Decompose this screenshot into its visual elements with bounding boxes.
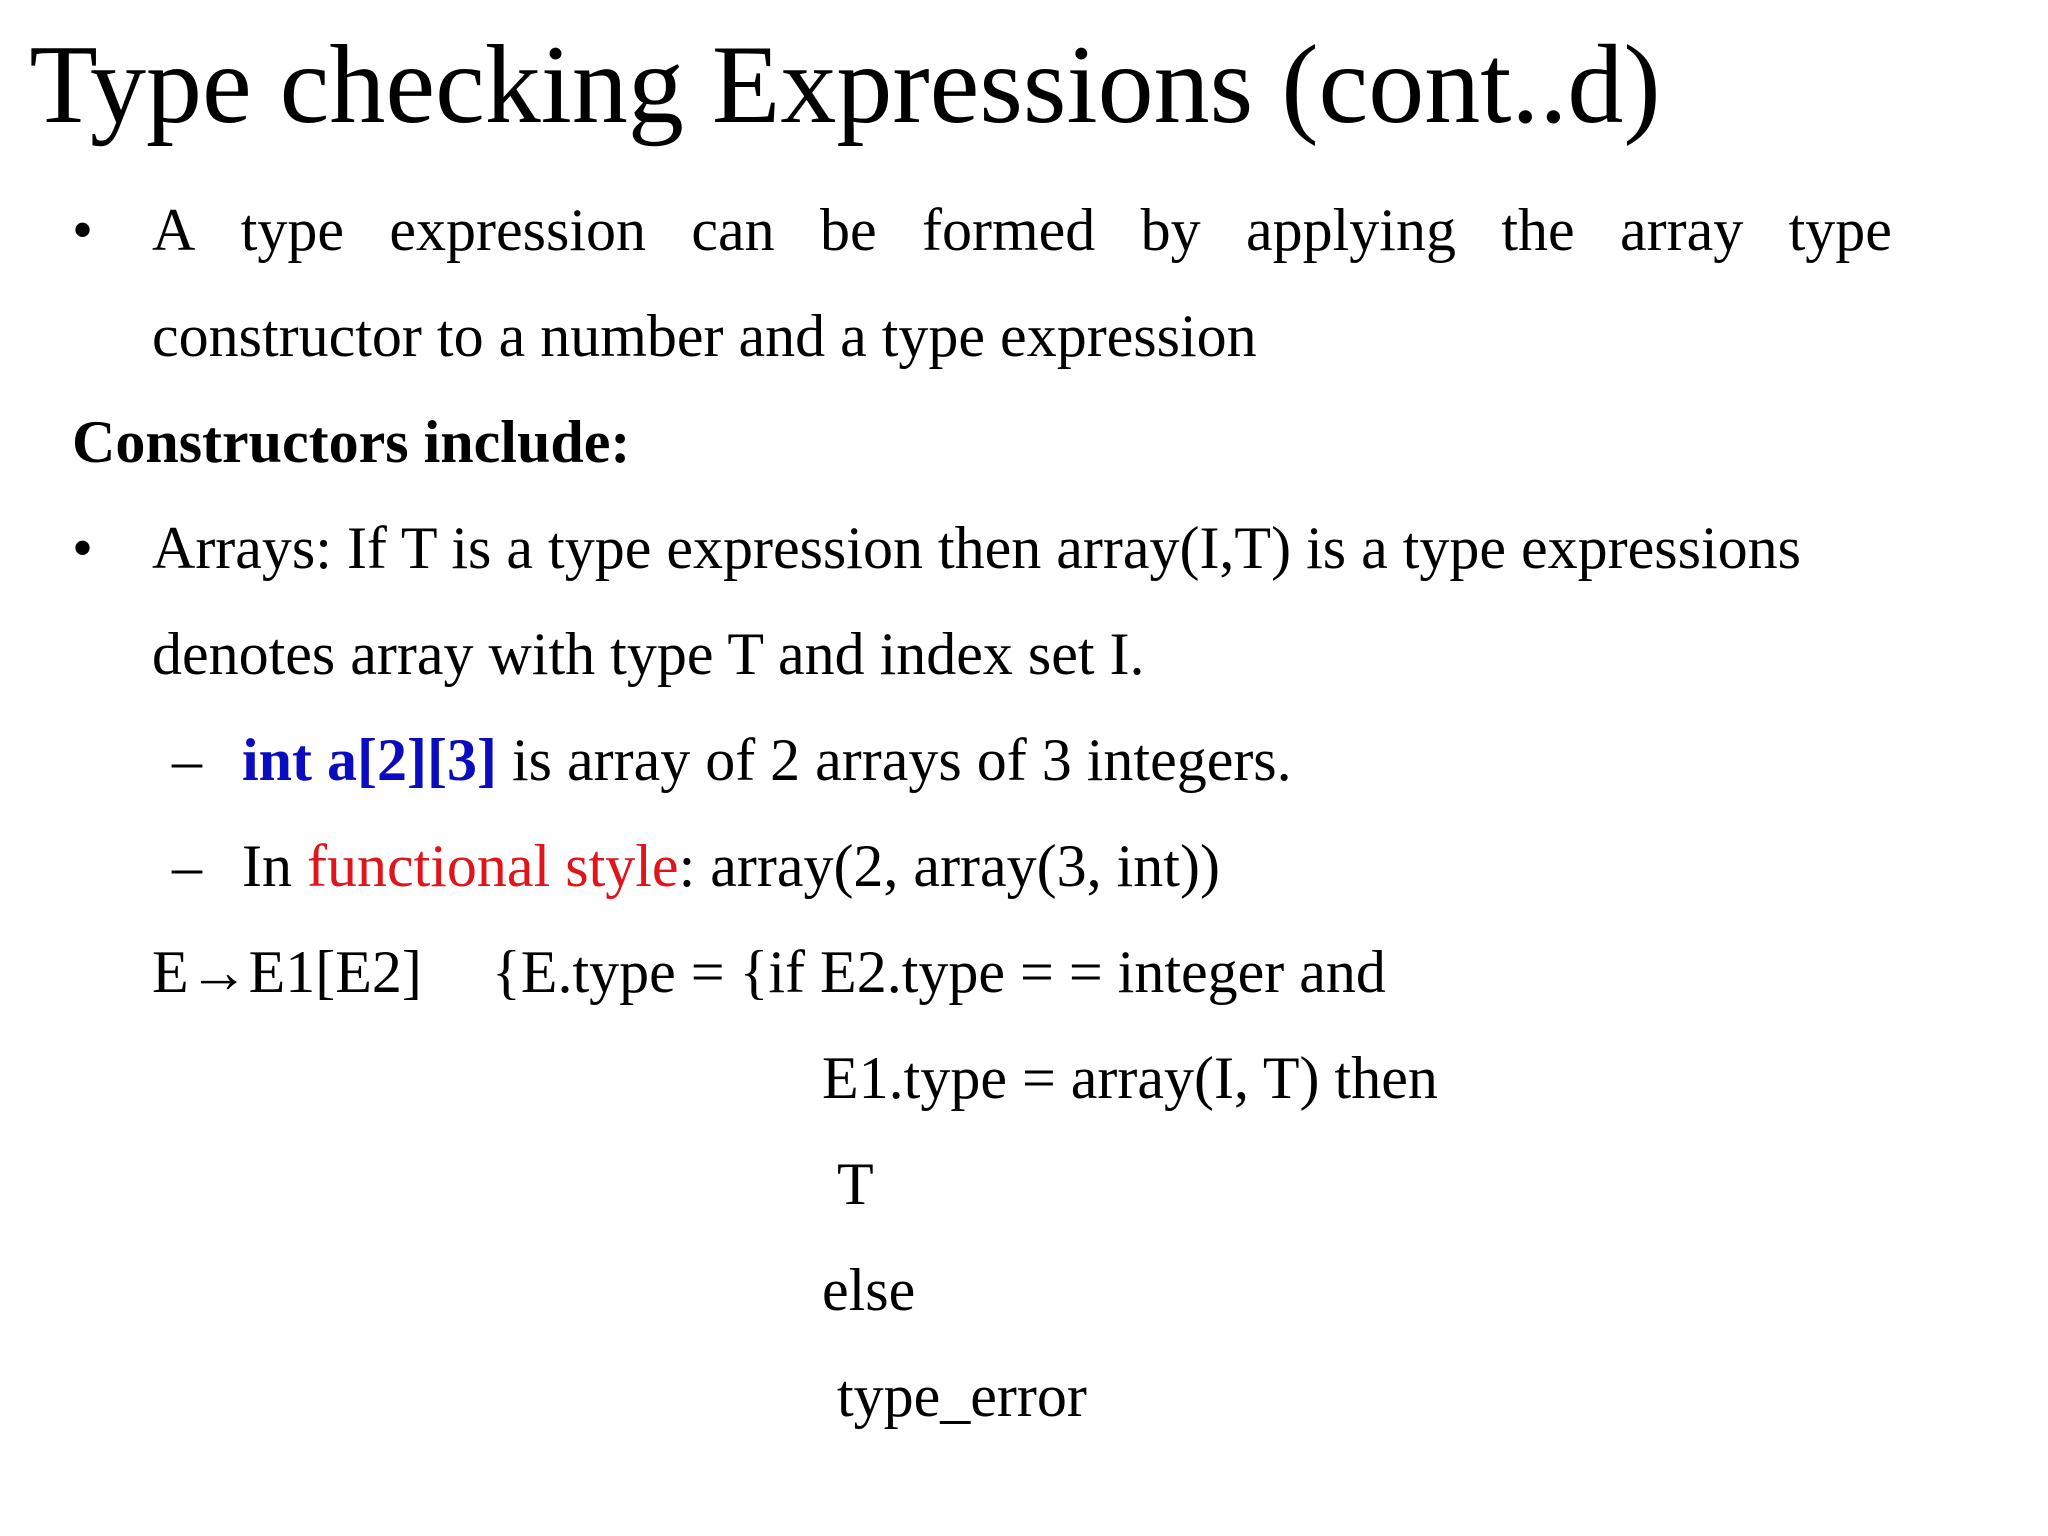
intro-word: type — [240, 197, 345, 263]
highlight-text: functional style — [306, 833, 679, 899]
code-snippet: int a[2][3] — [242, 727, 497, 793]
sub-bullet-2-text: : array(2, array(3, int)) — [678, 833, 1220, 899]
dash-marker: – — [172, 833, 202, 899]
rule-else-keyword: else — [822, 1257, 916, 1323]
sub-bullet-2-prefix: In — [242, 833, 307, 899]
intro-word: expression — [389, 197, 646, 263]
rule-else-value: type_error — [837, 1363, 1087, 1429]
rule-action: {E.type = {if E2.type = = integer and — [492, 939, 1386, 1005]
intro-word: be — [819, 197, 877, 263]
dash-marker: – — [172, 727, 202, 793]
intro-word: array — [1619, 197, 1744, 263]
intro-word: type — [1788, 197, 1892, 263]
sub-bullet-2 — [242, 830, 1220, 902]
arrays-line-2: denotes array with type T and index set I. — [152, 621, 1145, 687]
intro-line-1 — [152, 194, 1892, 266]
rule-condition-2: E1.type = array(I, T) then — [822, 1045, 1438, 1111]
slide-title: Type checking Expressions (cont..d) — [29, 23, 1661, 147]
sub-bullet-1 — [242, 724, 1292, 796]
section-heading: Constructors include: — [72, 409, 631, 475]
intro-word: the — [1501, 197, 1575, 263]
bullet-marker: • — [72, 197, 94, 263]
intro-word: A — [152, 197, 196, 263]
sub-bullet-1-text: is array of 2 arrays of 3 integers. — [496, 727, 1292, 793]
rule-then-value: T — [837, 1151, 874, 1217]
intro-word: can — [691, 197, 775, 263]
intro-line-2: constructor to a number and a type expression — [152, 303, 1257, 369]
intro-word: by — [1140, 197, 1201, 263]
bullet-marker: • — [72, 515, 94, 581]
rule-production: E→E1[E2] — [152, 939, 422, 1005]
intro-word: formed — [921, 197, 1096, 263]
arrays-line-1: Arrays: If T is a type expression then array(I,T) is a type expressions — [152, 515, 1801, 581]
intro-word: applying — [1245, 197, 1456, 263]
